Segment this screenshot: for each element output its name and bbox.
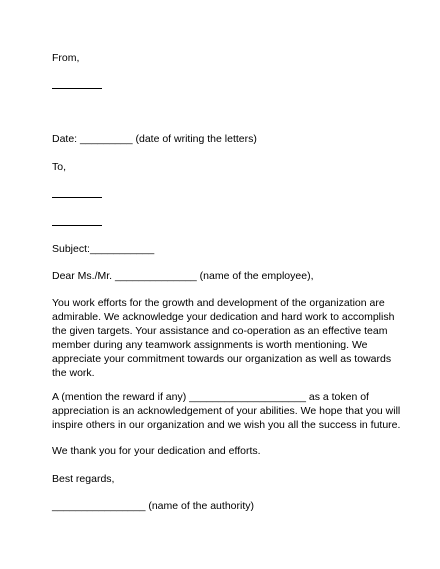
paragraph-line: appreciate your commitment towards our organization as well as towards: [52, 353, 392, 365]
subject-line: Subject:___________: [52, 243, 155, 255]
paragraph-line: the work.: [52, 367, 95, 379]
paragraph-line: admirable. We acknowledge your dedication and hard work to accomplish: [52, 311, 395, 323]
paragraph-line: A (mention the reward if any) ____________________ as a token of: [52, 391, 369, 403]
thanks-line: We thank you for your dedication and efforts.: [52, 445, 261, 457]
paragraph-line: You work efforts for the growth and development of the organization are: [52, 297, 385, 309]
paragraph-line: inspire others in our organization and we wish you all the success in future.: [52, 419, 401, 431]
paragraph-line: member during any teamwork assignments is worth mentioning. We: [52, 339, 368, 351]
body-paragraph-1: [52, 296, 395, 380]
signature-line: ________________ (name of the authority): [52, 500, 254, 512]
closing: Best regards,: [52, 473, 115, 485]
date-line: Date: _________ (date of writing the letters): [52, 133, 257, 145]
recipient-address-blank: [52, 225, 102, 226]
recipient-name-blank: [52, 197, 102, 198]
to-label: To,: [52, 161, 67, 173]
from-label: From,: [52, 52, 80, 64]
salutation: Dear Ms./Mr. ______________ (name of the employee),: [52, 270, 314, 282]
paragraph-line: the given targets. Your assistance and co-operation as an effective team: [52, 325, 388, 337]
sender-name-blank: [52, 88, 102, 89]
body-paragraph-2: [52, 390, 401, 432]
paragraph-line: appreciation is an acknowledgement of your abilities. We hope that you will: [52, 405, 401, 417]
